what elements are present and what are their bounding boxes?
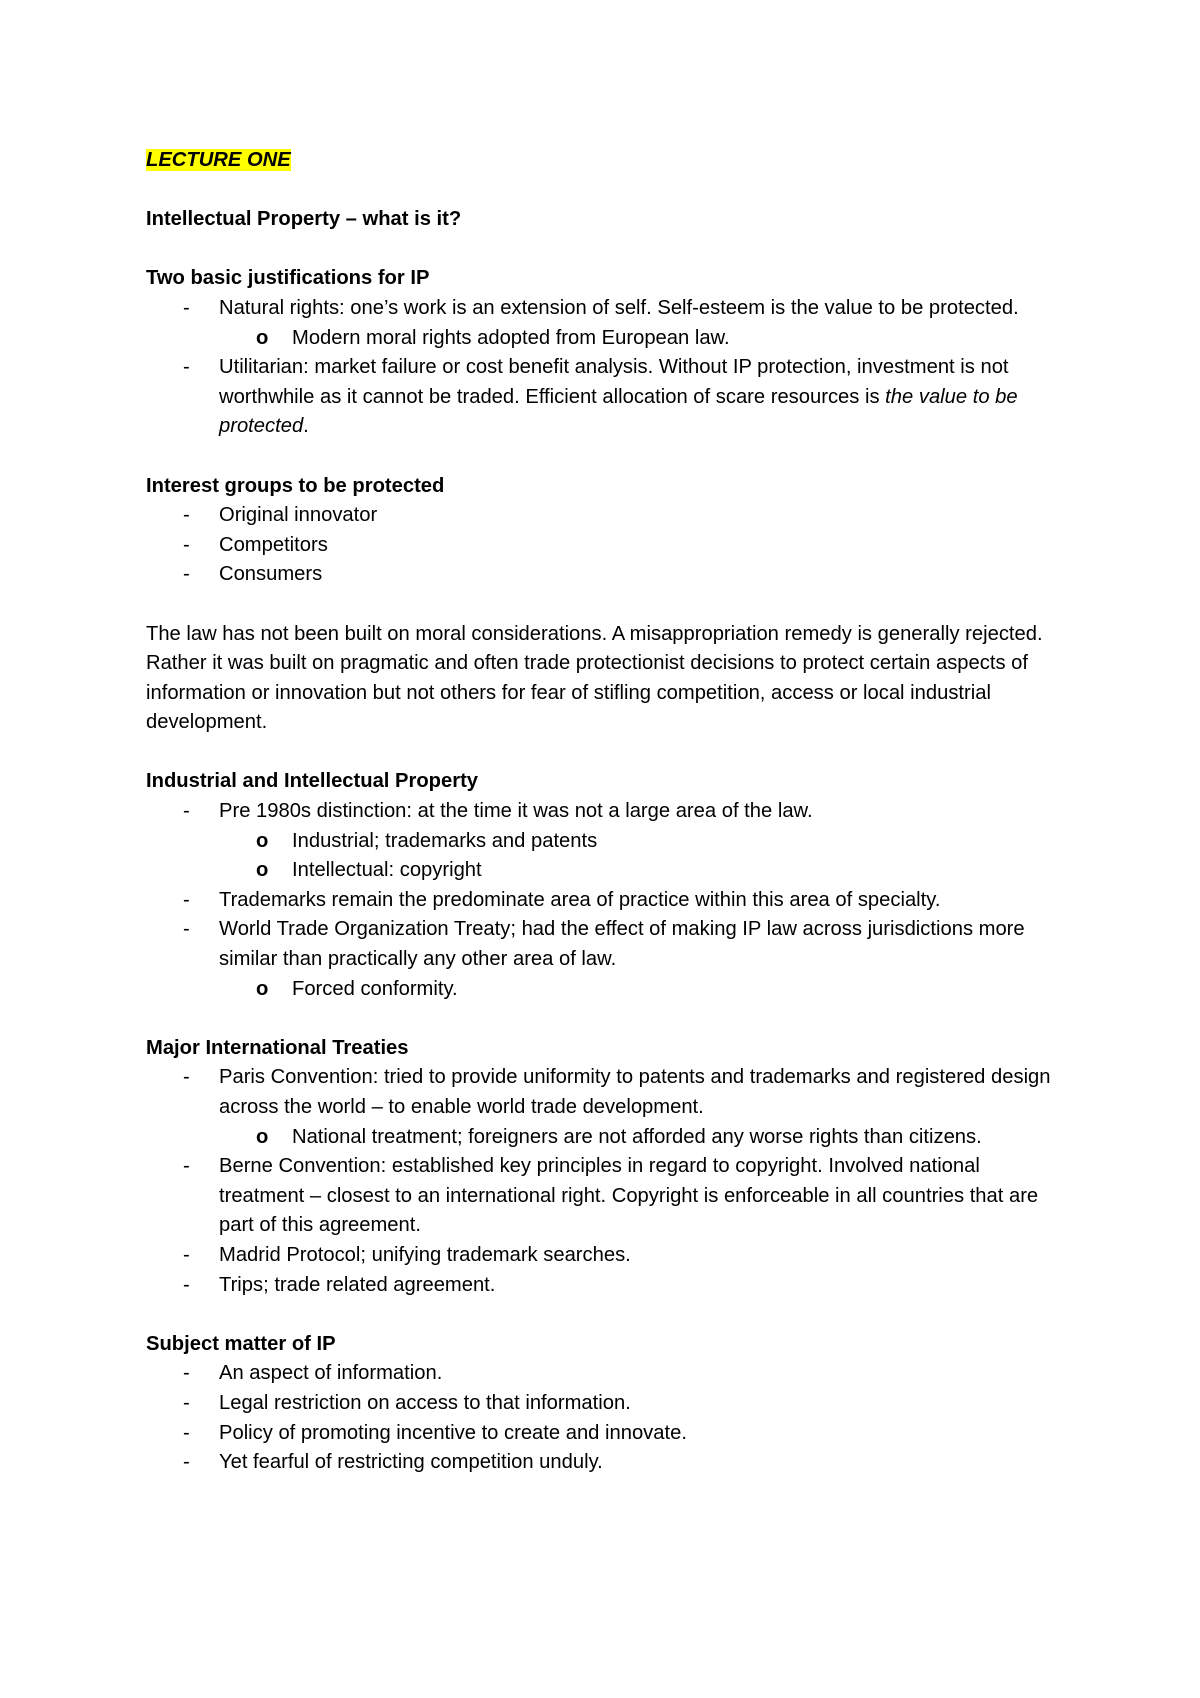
list-item-text: Trips; trade related agreement. [219,1273,496,1296]
list-item [146,1389,1066,1419]
dash-bullet: - [183,1243,190,1266]
list-item [146,294,1066,324]
list-item-text: World Trade Organization Treaty; had the effect of making IP law across jurisdictions more similar than practically any other area of law. [219,918,1025,971]
sub-list-item [146,975,1066,1005]
dash-bullet: - [183,1421,190,1444]
circle-bullet: o [256,1125,269,1148]
list-item-text: Policy of promoting incentive to create and innovate. [219,1421,687,1444]
dash-bullet: - [183,356,190,379]
sub-list-item-text: Intellectual: copyright [292,859,482,882]
dash-bullet: - [183,504,190,527]
list-item [146,1359,1066,1389]
title-line [146,146,1066,176]
dash-bullet: - [183,918,190,941]
dash-bullet: - [183,1066,190,1089]
list-item-text: Pre 1980s distinction: at the time it was not a large area of the law. [219,800,813,823]
section-heading-treaties: Major International Treaties [146,1036,409,1059]
spacer [146,176,1066,206]
list-item [146,915,1066,974]
list-item [146,1448,1066,1478]
list-item [146,886,1066,916]
sub-list-item-text: Modern moral rights adopted from European law. [292,326,730,349]
sub-list-item-text: National treatment; foreigners are not afforded any worse rights than citizens. [292,1125,982,1148]
list-item [146,1419,1066,1449]
treaties-list [146,1063,1066,1300]
document-page [146,146,1066,1478]
subject-matter-list [146,1359,1066,1477]
dash-bullet: - [183,1362,190,1385]
list-item [146,1271,1066,1301]
industrial-intellectual-list [146,797,1066,1004]
list-item-text: An aspect of information. [219,1362,443,1385]
spacer [146,1300,1066,1330]
sub-list-item-text: Industrial; trademarks and patents [292,829,598,852]
sub-list-item-text: Forced conformity. [292,977,458,1000]
spacer [146,235,1066,265]
list-item [146,1241,1066,1271]
dash-bullet: - [183,563,190,586]
list-item-italic-text: the value to be protected [219,385,1018,438]
list-item [146,1063,1066,1122]
list-item-text: Utilitarian: market failure or cost benefit analysis. Without IP protection, investment is not worthwhile as it cannot be traded. Efficient allocation of scare resources is [219,356,1009,408]
section-heading-subject-matter: Subject matter of IP [146,1332,336,1355]
list-item [146,501,1066,531]
justifications-list [146,294,1066,442]
spacer [146,738,1066,768]
spacer [146,442,1066,472]
list-item [146,797,1066,827]
list-item [146,560,1066,590]
list-item-text: Original innovator [219,504,378,527]
list-item [146,353,1066,442]
dash-bullet: - [183,296,190,319]
dash-bullet: - [183,1391,190,1414]
sub-list-item [146,324,1066,354]
lecture-title: LECTURE ONE [146,149,291,171]
dash-bullet: - [183,888,190,911]
list-item-text: Natural rights: one’s work is an extension of self. Self-esteem is the value to be protected. [219,296,1019,319]
list-item-text: Madrid Protocol; unifying trademark searches. [219,1243,631,1266]
list-item-text: Berne Convention: established key principles in regard to copyright. Involved national treatment – closest to an international right. Copyright is enforceable in all countries that are part of this agreement. [219,1155,1039,1237]
circle-bullet: o [256,829,269,852]
dash-bullet: - [183,1273,190,1296]
list-item-text: Legal restriction on access to that information. [219,1391,631,1414]
document-subtitle: Intellectual Property – what is it? [146,208,462,231]
list-item-text-end: . [303,415,309,438]
list-item-text: Consumers [219,563,323,586]
section-heading-interest-groups: Interest groups to be protected [146,474,445,497]
interest-groups-list [146,501,1066,590]
sub-list-item [146,827,1066,857]
list-item-text: Paris Convention: tried to provide uniformity to patents and trademarks and registered design across the world – to enable world trade development. [219,1066,1051,1118]
dash-bullet: - [183,1451,190,1474]
section-heading-justifications: Two basic justifications for IP [146,267,430,290]
section-heading-industrial-intellectual: Industrial and Intellectual Property [146,770,479,793]
circle-bullet: o [256,859,269,882]
dash-bullet: - [183,1155,190,1178]
sub-list-item [146,856,1066,886]
list-item-text: Competitors [219,533,328,556]
body-paragraph: The law has not been built on moral considerations. A misappropriation remedy is generally rejected. Rather it was built on pragmatic and often trade protectionist decisions to protect certain aspects of information or innovation but not others for fear of stifling competition, access or local industrial development. [146,622,1043,734]
list-item-text: Trademarks remain the predominate area of practice within this area of specialty. [219,888,941,911]
spacer [146,1004,1066,1034]
list-item [146,1152,1066,1241]
list-item-text: Yet fearful of restricting competition unduly. [219,1451,603,1474]
dash-bullet: - [183,533,190,556]
list-item [146,531,1066,561]
circle-bullet: o [256,977,269,1000]
sub-list-item [146,1123,1066,1153]
spacer [146,590,1066,620]
dash-bullet: - [183,800,190,823]
circle-bullet: o [256,326,269,349]
